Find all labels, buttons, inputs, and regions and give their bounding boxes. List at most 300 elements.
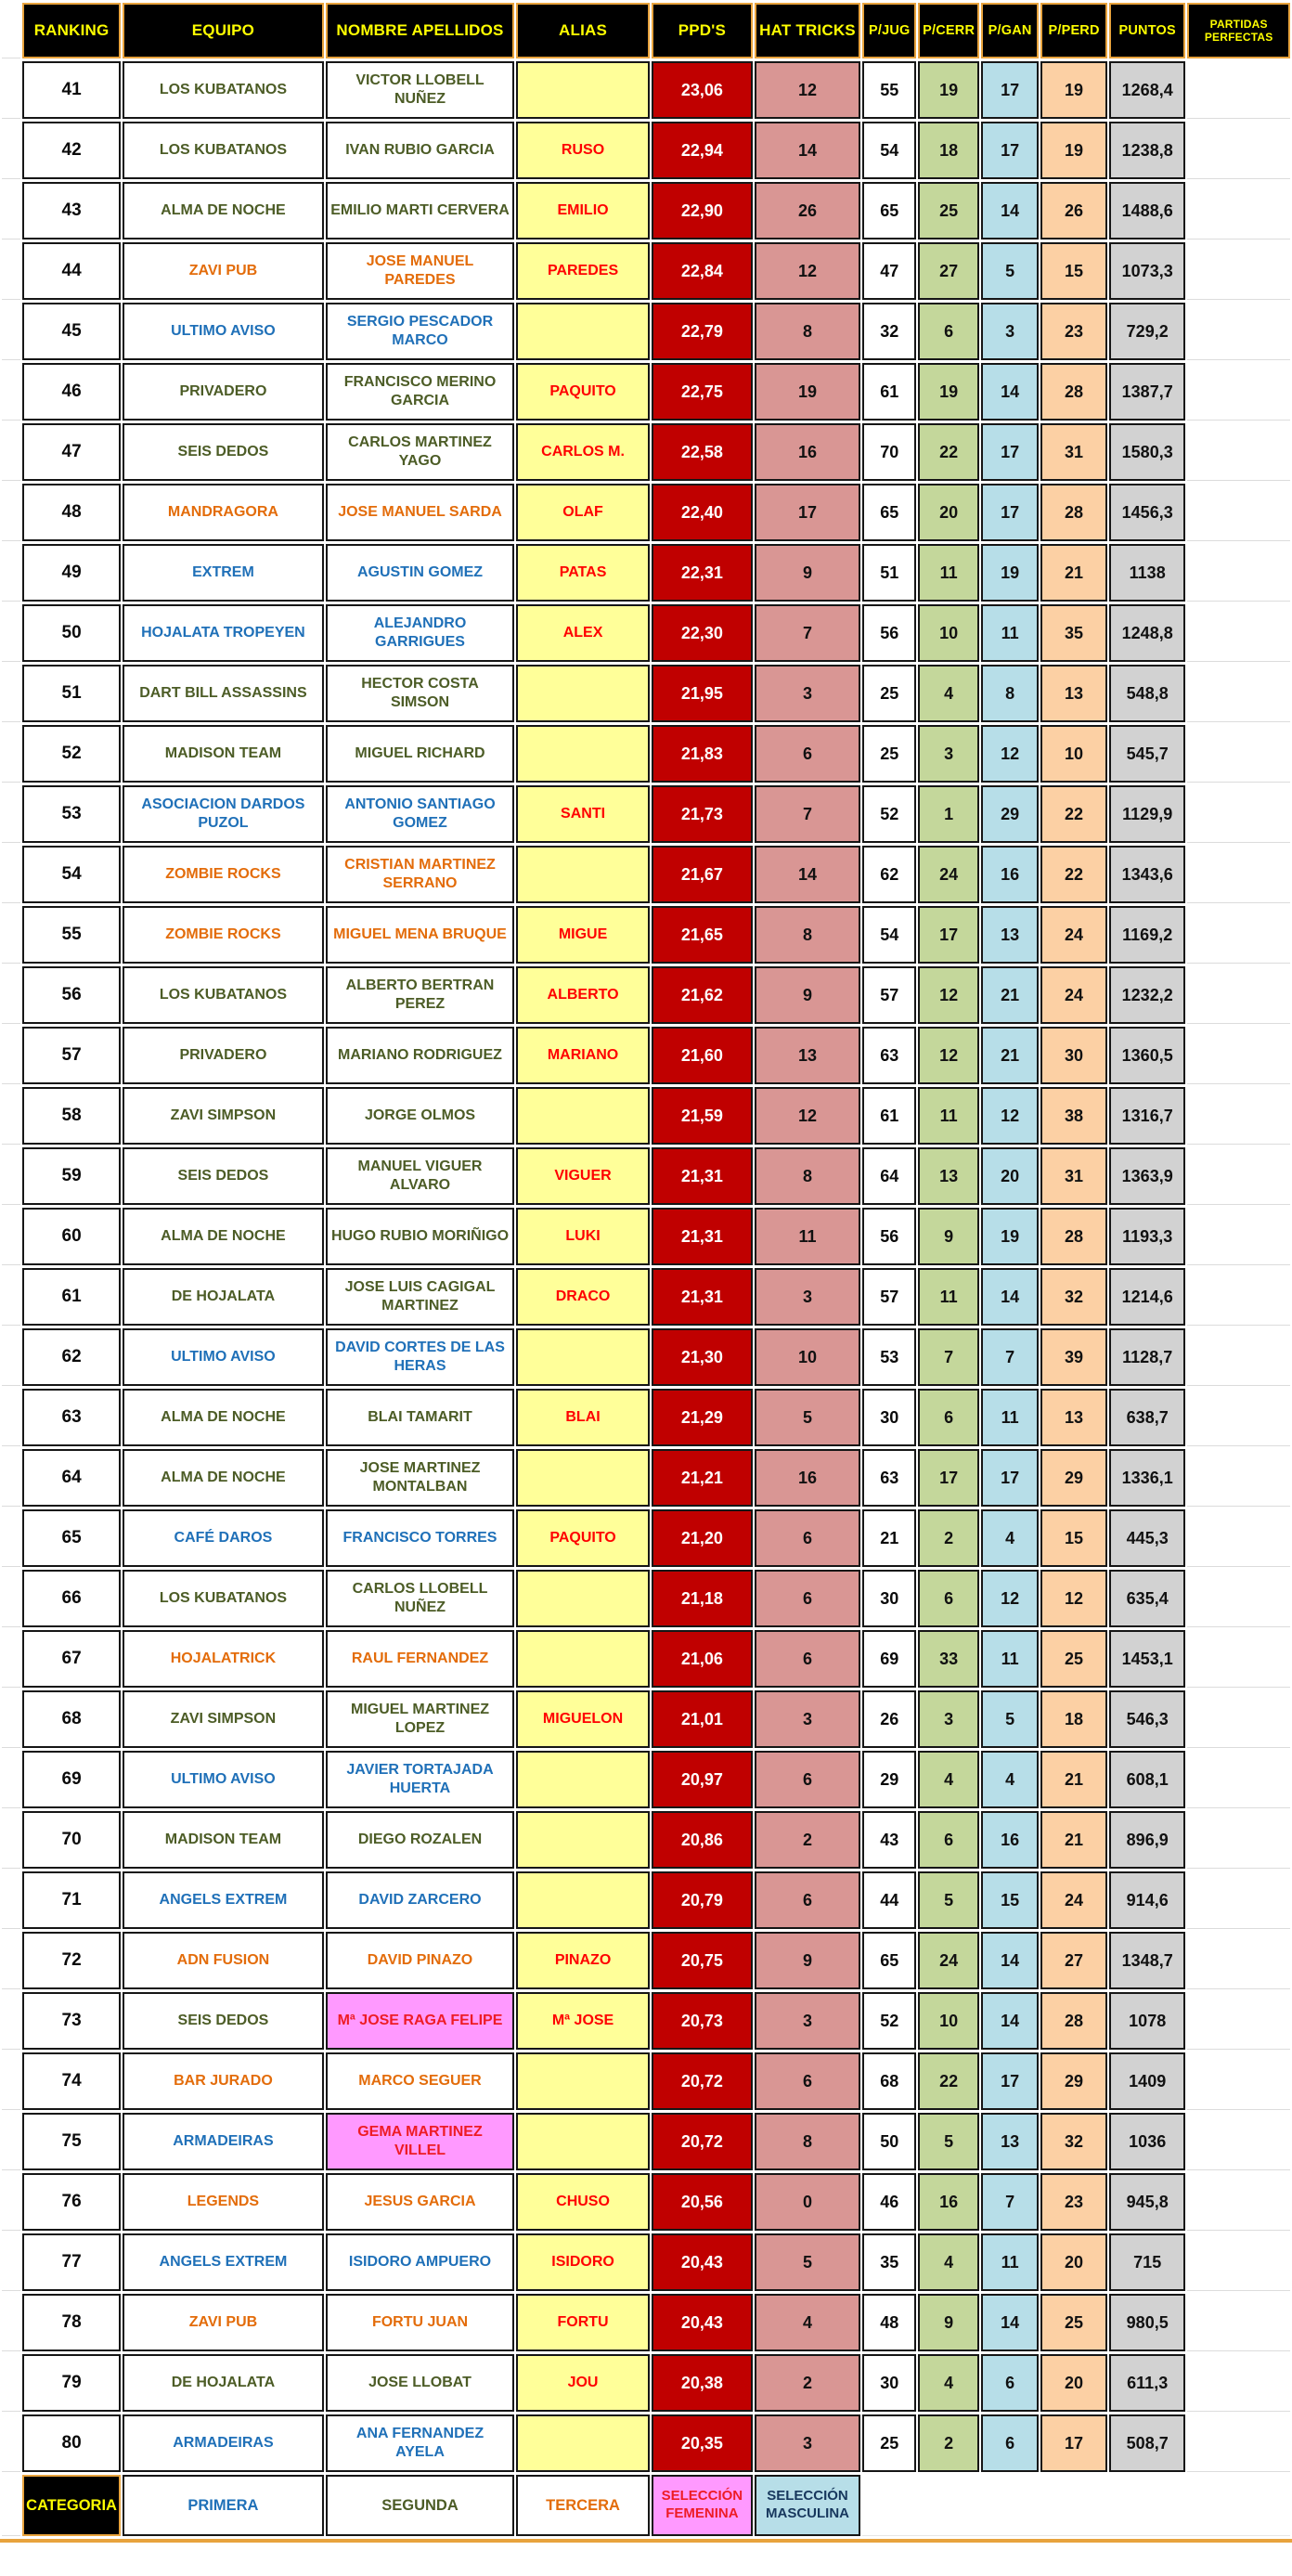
- ranking-row: [2, 1751, 1290, 1808]
- ranking-row: [2, 1328, 1290, 1386]
- col-header-equipo: EQUIPO: [123, 3, 324, 58]
- player-name: MANUEL VIGUER ALVARO: [326, 1147, 514, 1205]
- row-gutter: [2, 1389, 20, 1446]
- ranking-row: [2, 1027, 1290, 1084]
- hat-tricks-value: 8: [755, 906, 861, 964]
- team-name: LOS KUBATANOS: [123, 122, 324, 179]
- ppd-value: 21,31: [652, 1208, 753, 1265]
- team-name: PRIVADERO: [123, 363, 324, 421]
- player-name: HUGO RUBIO MORIÑIGO: [326, 1208, 514, 1265]
- played-value: 70: [862, 423, 916, 481]
- won-value: 17: [981, 122, 1039, 179]
- ppd-value: 21,21: [652, 1449, 753, 1507]
- closed-value: 3: [918, 1690, 979, 1748]
- team-name: SEIS DEDOS: [123, 1147, 324, 1205]
- points-value: 548,8: [1109, 665, 1185, 722]
- played-value: 65: [862, 1932, 916, 1989]
- played-value: 62: [862, 846, 916, 903]
- player-name: ANA FERNANDEZ AYELA: [326, 2414, 514, 2472]
- rank-value: 57: [22, 1027, 121, 1084]
- hat-tricks-value: 9: [755, 1932, 861, 1989]
- player-alias: FORTU: [516, 2294, 650, 2351]
- player-alias: PATAS: [516, 544, 650, 602]
- won-value: 17: [981, 423, 1039, 481]
- rank-value: 66: [22, 1570, 121, 1627]
- points-value: 715: [1109, 2233, 1185, 2291]
- lost-value: 39: [1040, 1328, 1107, 1386]
- played-value: 44: [862, 1871, 916, 1929]
- player-alias: VIGUER: [516, 1147, 650, 1205]
- legend-segunda: SEGUNDA: [326, 2475, 514, 2536]
- rank-value: 64: [22, 1449, 121, 1507]
- perfect-games-value: [1187, 1932, 1290, 1989]
- player-name: Mª JOSE RAGA FELIPE: [326, 1992, 514, 2050]
- team-name: ZAVI SIMPSON: [123, 1087, 324, 1145]
- player-name: ISIDORO AMPUERO: [326, 2233, 514, 2291]
- perfect-games-value: [1187, 1208, 1290, 1265]
- points-value: 1193,3: [1109, 1208, 1185, 1265]
- ranking-row: [2, 122, 1290, 179]
- played-value: 56: [862, 1208, 916, 1265]
- player-alias: SANTI: [516, 785, 650, 843]
- hat-tricks-value: 14: [755, 122, 861, 179]
- perfect-games-value: [1187, 1328, 1290, 1386]
- won-value: 14: [981, 182, 1039, 239]
- closed-value: 18: [918, 122, 979, 179]
- lost-value: 13: [1040, 665, 1107, 722]
- player-alias: ALEX: [516, 604, 650, 662]
- won-value: 16: [981, 846, 1039, 903]
- played-value: 48: [862, 2294, 916, 2351]
- played-value: 61: [862, 363, 916, 421]
- ranking-row: [2, 2113, 1290, 2170]
- played-value: 21: [862, 1509, 916, 1567]
- ranking-row: [2, 303, 1290, 360]
- row-gutter: [2, 242, 20, 300]
- team-name: MADISON TEAM: [123, 1811, 324, 1869]
- player-name: MARIANO RODRIGUEZ: [326, 1027, 514, 1084]
- hat-tricks-value: 12: [755, 242, 861, 300]
- won-value: 11: [981, 2233, 1039, 2291]
- ranking-row: [2, 1087, 1290, 1145]
- col-header-partidas-perfectas: PARTIDAS PERFECTAS: [1187, 3, 1290, 58]
- ranking-row: [2, 1147, 1290, 1205]
- rank-value: 44: [22, 242, 121, 300]
- ranking-row: [2, 1389, 1290, 1446]
- team-name: ZAVI PUB: [123, 2294, 324, 2351]
- player-name: HECTOR COSTA SIMSON: [326, 665, 514, 722]
- player-name: DAVID ZARCERO: [326, 1871, 514, 1929]
- lost-value: 29: [1040, 2052, 1107, 2110]
- perfect-games-value: [1187, 1811, 1290, 1869]
- row-gutter: [2, 61, 20, 119]
- rank-value: 78: [22, 2294, 121, 2351]
- points-value: 945,8: [1109, 2173, 1185, 2231]
- lost-value: 28: [1040, 484, 1107, 541]
- col-header-puntos: PUNTOS: [1109, 3, 1185, 58]
- lost-value: 32: [1040, 2113, 1107, 2170]
- ranking-row: [2, 1690, 1290, 1748]
- points-value: 1363,9: [1109, 1147, 1185, 1205]
- team-name: ZAVI SIMPSON: [123, 1690, 324, 1748]
- points-value: 729,2: [1109, 303, 1185, 360]
- lost-value: 19: [1040, 122, 1107, 179]
- hat-tricks-value: 7: [755, 604, 861, 662]
- rank-value: 53: [22, 785, 121, 843]
- ranking-row: [2, 1811, 1290, 1869]
- points-value: 546,3: [1109, 1690, 1185, 1748]
- rank-value: 49: [22, 544, 121, 602]
- ppd-value: 23,06: [652, 61, 753, 119]
- points-value: 608,1: [1109, 1751, 1185, 1808]
- points-value: 1169,2: [1109, 906, 1185, 964]
- perfect-games-value: [1187, 423, 1290, 481]
- player-name: AGUSTIN GOMEZ: [326, 544, 514, 602]
- hat-tricks-value: 10: [755, 1328, 861, 1386]
- team-name: ALMA DE NOCHE: [123, 1389, 324, 1446]
- played-value: 55: [862, 61, 916, 119]
- hat-tricks-value: 17: [755, 484, 861, 541]
- played-value: 54: [862, 906, 916, 964]
- perfect-games-value: [1187, 2113, 1290, 2170]
- played-value: 63: [862, 1027, 916, 1084]
- hat-tricks-value: 6: [755, 1630, 861, 1688]
- played-value: 52: [862, 1992, 916, 2050]
- hat-tricks-value: 19: [755, 363, 861, 421]
- player-alias: JOU: [516, 2354, 650, 2412]
- player-name: BLAI TAMARIT: [326, 1389, 514, 1446]
- closed-value: 6: [918, 303, 979, 360]
- ppd-value: 22,94: [652, 122, 753, 179]
- lost-value: 21: [1040, 544, 1107, 602]
- row-gutter: [2, 1087, 20, 1145]
- played-value: 64: [862, 1147, 916, 1205]
- ppd-value: 21,62: [652, 966, 753, 1024]
- lost-value: 12: [1040, 1570, 1107, 1627]
- perfect-games-value: [1187, 1630, 1290, 1688]
- perfect-games-value: [1187, 1268, 1290, 1326]
- gutter-footer-cell: [2, 2475, 20, 2536]
- closed-value: 11: [918, 1268, 979, 1326]
- player-alias: CARLOS M.: [516, 423, 650, 481]
- played-value: 57: [862, 1268, 916, 1326]
- player-alias: [516, 2414, 650, 2472]
- player-alias: [516, 1570, 650, 1627]
- lost-value: 15: [1040, 1509, 1107, 1567]
- rank-value: 69: [22, 1751, 121, 1808]
- won-value: 6: [981, 2354, 1039, 2412]
- row-gutter: [2, 1208, 20, 1265]
- ppd-value: 20,79: [652, 1871, 753, 1929]
- ppd-value: 21,60: [652, 1027, 753, 1084]
- hat-tricks-value: 9: [755, 966, 861, 1024]
- row-gutter: [2, 1268, 20, 1326]
- hat-tricks-value: 3: [755, 1268, 861, 1326]
- row-gutter: [2, 1992, 20, 2050]
- row-gutter: [2, 2173, 20, 2231]
- player-alias: OLAF: [516, 484, 650, 541]
- lost-value: 24: [1040, 966, 1107, 1024]
- points-value: 635,4: [1109, 1570, 1185, 1627]
- hat-tricks-value: 8: [755, 303, 861, 360]
- player-alias: [516, 1751, 650, 1808]
- perfect-games-value: [1187, 966, 1290, 1024]
- player-name: DAVID PINAZO: [326, 1932, 514, 1989]
- row-gutter: [2, 1509, 20, 1567]
- points-value: 914,6: [1109, 1871, 1185, 1929]
- points-value: 1129,9: [1109, 785, 1185, 843]
- points-value: 1453,1: [1109, 1630, 1185, 1688]
- points-value: 1214,6: [1109, 1268, 1185, 1326]
- hat-tricks-value: 3: [755, 1992, 861, 2050]
- points-value: 1078: [1109, 1992, 1185, 2050]
- ppd-value: 22,84: [652, 242, 753, 300]
- ppd-value: 22,90: [652, 182, 753, 239]
- won-value: 6: [981, 2414, 1039, 2472]
- closed-value: 33: [918, 1630, 979, 1688]
- hat-tricks-value: 9: [755, 544, 861, 602]
- player-name: CARLOS LLOBELL NUÑEZ: [326, 1570, 514, 1627]
- perfect-games-value: [1187, 2414, 1290, 2472]
- closed-value: 5: [918, 2113, 979, 2170]
- row-gutter: [2, 725, 20, 783]
- col-header-p-gan: P/GAN: [981, 3, 1039, 58]
- played-value: 56: [862, 604, 916, 662]
- ppd-value: 21,18: [652, 1570, 753, 1627]
- player-name: MARCO SEGUER: [326, 2052, 514, 2110]
- player-alias: MIGUE: [516, 906, 650, 964]
- won-value: 17: [981, 2052, 1039, 2110]
- player-alias: CHUSO: [516, 2173, 650, 2231]
- won-value: 17: [981, 484, 1039, 541]
- played-value: 26: [862, 1690, 916, 1748]
- points-value: 1348,7: [1109, 1932, 1185, 1989]
- row-gutter: [2, 1027, 20, 1084]
- player-name: JOSE MANUEL PAREDES: [326, 242, 514, 300]
- lost-value: 38: [1040, 1087, 1107, 1145]
- perfect-games-value: [1187, 1690, 1290, 1748]
- team-name: ANGELS EXTREM: [123, 2233, 324, 2291]
- points-value: 1128,7: [1109, 1328, 1185, 1386]
- perfect-games-value: [1187, 544, 1290, 602]
- player-name: JESUS GARCIA: [326, 2173, 514, 2231]
- ranking-row: [2, 1268, 1290, 1326]
- points-value: 545,7: [1109, 725, 1185, 783]
- played-value: 68: [862, 2052, 916, 2110]
- lost-value: 23: [1040, 303, 1107, 360]
- hat-tricks-value: 3: [755, 2414, 861, 2472]
- closed-value: 27: [918, 242, 979, 300]
- closed-value: 24: [918, 1932, 979, 1989]
- player-alias: [516, 1630, 650, 1688]
- hat-tricks-value: 13: [755, 1027, 861, 1084]
- hat-tricks-value: 16: [755, 1449, 861, 1507]
- lost-value: 21: [1040, 1751, 1107, 1808]
- perfect-games-value: [1187, 1027, 1290, 1084]
- closed-value: 10: [918, 604, 979, 662]
- won-value: 4: [981, 1751, 1039, 1808]
- lost-value: 28: [1040, 363, 1107, 421]
- rank-value: 51: [22, 665, 121, 722]
- closed-value: 13: [918, 1147, 979, 1205]
- ranking-row: [2, 846, 1290, 903]
- perfect-games-value: [1187, 1449, 1290, 1507]
- hat-tricks-value: 26: [755, 182, 861, 239]
- played-value: 35: [862, 2233, 916, 2291]
- won-value: 29: [981, 785, 1039, 843]
- ppd-value: 21,59: [652, 1087, 753, 1145]
- won-value: 4: [981, 1509, 1039, 1567]
- player-alias: Mª JOSE: [516, 1992, 650, 2050]
- team-name: ARMADEIRAS: [123, 2113, 324, 2170]
- closed-value: 17: [918, 906, 979, 964]
- player-name: RAUL FERNANDEZ: [326, 1630, 514, 1688]
- hat-tricks-value: 6: [755, 1871, 861, 1929]
- player-alias: BLAI: [516, 1389, 650, 1446]
- player-name: ALBERTO BERTRAN PEREZ: [326, 966, 514, 1024]
- ppd-value: 21,30: [652, 1328, 753, 1386]
- lost-value: 10: [1040, 725, 1107, 783]
- header-row: [2, 3, 1290, 58]
- ranking-row: [2, 966, 1290, 1024]
- col-header-ranking: RANKING: [22, 3, 121, 58]
- played-value: 69: [862, 1630, 916, 1688]
- played-value: 51: [862, 544, 916, 602]
- player-name: MIGUEL MARTINEZ LOPEZ: [326, 1690, 514, 1748]
- closed-value: 10: [918, 1992, 979, 2050]
- ranking-row: [2, 725, 1290, 783]
- team-name: DE HOJALATA: [123, 2354, 324, 2412]
- perfect-games-value: [1187, 2354, 1290, 2412]
- ranking-row: [2, 423, 1290, 481]
- row-gutter: [2, 1328, 20, 1386]
- perfect-games-value: [1187, 242, 1290, 300]
- points-value: 896,9: [1109, 1811, 1185, 1869]
- team-name: ULTIMO AVISO: [123, 303, 324, 360]
- player-name: CRISTIAN MARTINEZ SERRANO: [326, 846, 514, 903]
- closed-value: 22: [918, 423, 979, 481]
- closed-value: 25: [918, 182, 979, 239]
- ranking-row: [2, 2354, 1290, 2412]
- row-gutter: [2, 906, 20, 964]
- perfect-games-value: [1187, 363, 1290, 421]
- closed-value: 11: [918, 544, 979, 602]
- team-name: CAFÉ DAROS: [123, 1509, 324, 1567]
- perfect-games-value: [1187, 1087, 1290, 1145]
- player-alias: EMILIO: [516, 182, 650, 239]
- row-gutter: [2, 785, 20, 843]
- won-value: 11: [981, 1630, 1039, 1688]
- lost-value: 20: [1040, 2354, 1107, 2412]
- won-value: 14: [981, 1992, 1039, 2050]
- hat-tricks-value: 3: [755, 665, 861, 722]
- col-header-ppds: PPD'S: [652, 3, 753, 58]
- player-alias: [516, 1811, 650, 1869]
- ppd-value: 21,29: [652, 1389, 753, 1446]
- ranking-row: [2, 1871, 1290, 1929]
- rank-value: 61: [22, 1268, 121, 1326]
- player-alias: [516, 2113, 650, 2170]
- perfect-games-value: [1187, 1570, 1290, 1627]
- rank-value: 56: [22, 966, 121, 1024]
- perfect-games-value: [1187, 1871, 1290, 1929]
- lost-value: 21: [1040, 1811, 1107, 1869]
- ppd-value: 20,72: [652, 2113, 753, 2170]
- rank-value: 41: [22, 61, 121, 119]
- ranking-row: [2, 1509, 1290, 1567]
- lost-value: 22: [1040, 846, 1107, 903]
- player-name: EMILIO MARTI CERVERA: [326, 182, 514, 239]
- player-name: IVAN RUBIO GARCIA: [326, 122, 514, 179]
- team-name: LOS KUBATANOS: [123, 1570, 324, 1627]
- hat-tricks-value: 5: [755, 1389, 861, 1446]
- closed-value: 1: [918, 785, 979, 843]
- legend-tercera: TERCERA: [516, 2475, 650, 2536]
- points-value: 1343,6: [1109, 846, 1185, 903]
- perfect-games-value: [1187, 665, 1290, 722]
- rank-value: 67: [22, 1630, 121, 1688]
- lost-value: 29: [1040, 1449, 1107, 1507]
- points-value: 1248,8: [1109, 604, 1185, 662]
- points-value: 638,7: [1109, 1389, 1185, 1446]
- hat-tricks-value: 6: [755, 1509, 861, 1567]
- played-value: 46: [862, 2173, 916, 2231]
- player-name: JORGE OLMOS: [326, 1087, 514, 1145]
- played-value: 32: [862, 303, 916, 360]
- lost-value: 28: [1040, 1208, 1107, 1265]
- closed-value: 20: [918, 484, 979, 541]
- row-gutter: [2, 665, 20, 722]
- legend-seleccion-masculina: SELECCIÓN MASCULINA: [755, 2475, 861, 2536]
- team-name: ARMADEIRAS: [123, 2414, 324, 2472]
- team-name: LEGENDS: [123, 2173, 324, 2231]
- closed-value: 17: [918, 1449, 979, 1507]
- ppd-value: 21,01: [652, 1690, 753, 1748]
- player-alias: MARIANO: [516, 1027, 650, 1084]
- row-gutter: [2, 966, 20, 1024]
- played-value: 50: [862, 2113, 916, 2170]
- points-value: 1409: [1109, 2052, 1185, 2110]
- ranking-row: [2, 2173, 1290, 2231]
- legend-primera: PRIMERA: [123, 2475, 324, 2536]
- won-value: 17: [981, 61, 1039, 119]
- legend-seleccion-femenina: SELECCIÓN FEMENINA: [652, 2475, 753, 2536]
- player-name: MIGUEL MENA BRUQUE: [326, 906, 514, 964]
- row-gutter: [2, 544, 20, 602]
- team-name: ALMA DE NOCHE: [123, 1449, 324, 1507]
- row-gutter: [2, 846, 20, 903]
- points-value: 1268,4: [1109, 61, 1185, 119]
- played-value: 30: [862, 1570, 916, 1627]
- closed-value: 9: [918, 2294, 979, 2351]
- ppd-value: 22,31: [652, 544, 753, 602]
- played-value: 52: [862, 785, 916, 843]
- played-value: 25: [862, 665, 916, 722]
- player-name: CARLOS MARTINEZ YAGO: [326, 423, 514, 481]
- lost-value: 24: [1040, 906, 1107, 964]
- perfect-games-value: [1187, 725, 1290, 783]
- ppd-value: 20,38: [652, 2354, 753, 2412]
- team-name: ZOMBIE ROCKS: [123, 906, 324, 964]
- hat-tricks-value: 3: [755, 1690, 861, 1748]
- hat-tricks-value: 11: [755, 1208, 861, 1265]
- hat-tricks-value: 6: [755, 2052, 861, 2110]
- won-value: 3: [981, 303, 1039, 360]
- perfect-games-value: [1187, 1147, 1290, 1205]
- player-name: JOSE MANUEL SARDA: [326, 484, 514, 541]
- rank-value: 45: [22, 303, 121, 360]
- won-value: 13: [981, 906, 1039, 964]
